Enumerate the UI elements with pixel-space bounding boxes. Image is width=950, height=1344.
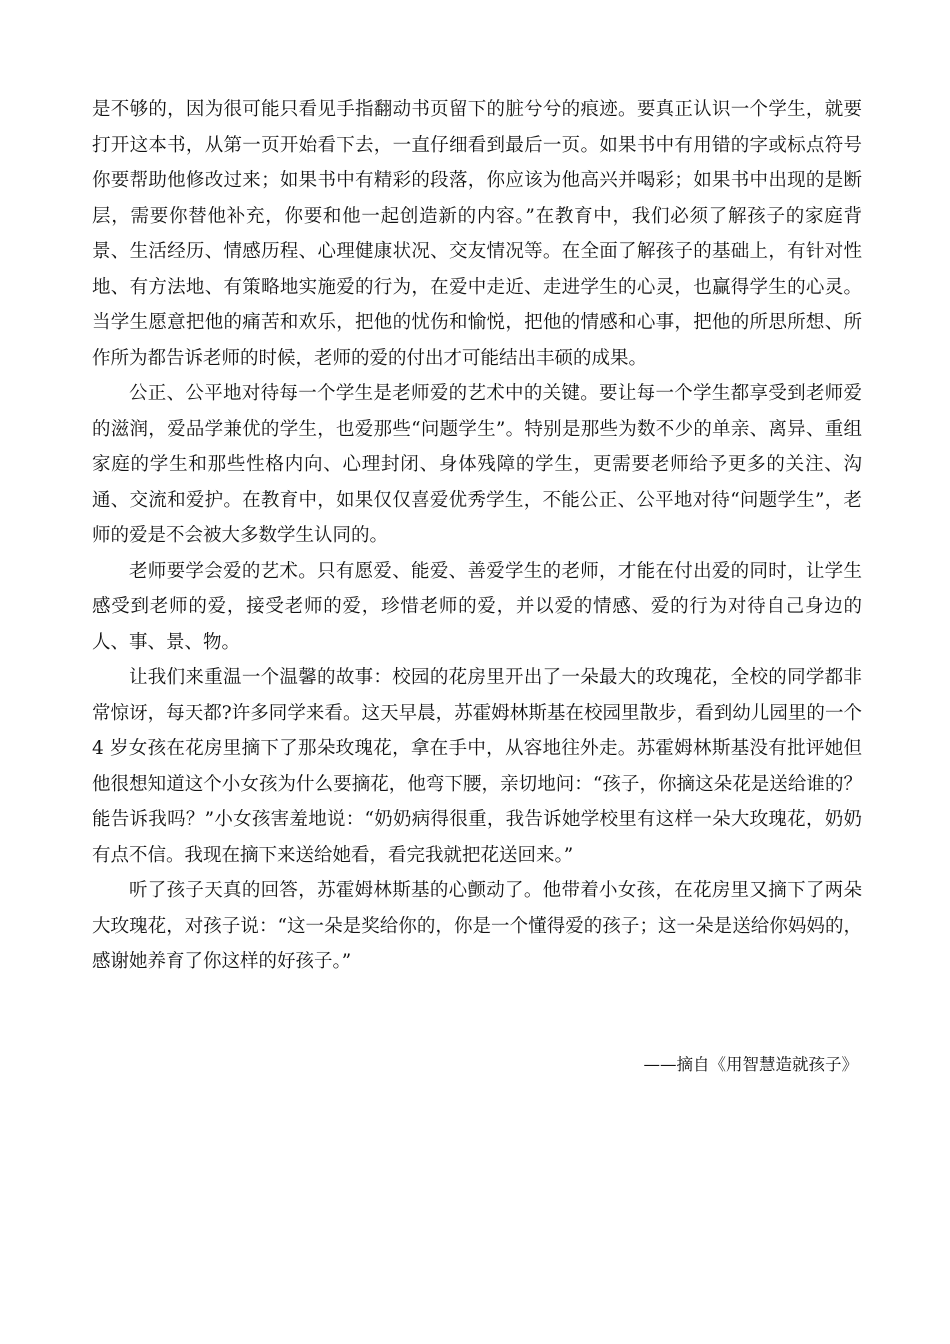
paragraph-story: 让我们来重温一个温馨的故事：校园的花房里开出了一朵最大的玫瑰花，全校的同学都非常惊讶，每天都?许多同学来看。这天早晨，苏霍姆林斯基在校园里散步，看到幼儿园里的一个 4 岁女孩在花房里摘下了那朵玫瑰花，拿在手中，从容地往外走。苏霍姆林斯基没有批评她但他很想知道这个小女孩为什么要摘花，他弯下腰，亲切地问：“孩子，你摘这朵花是送给谁的？能告诉我吗？”小女孩害羞地说：“奶奶病得很重，我告诉她学校里有这样一朵大玫瑰花，奶奶有点不信。我现在摘下来送给她看，看完我就把花送回来。” [92, 667, 862, 866]
source-attribution: ——摘自《用智慧造就孩子》 [643, 1055, 858, 1074]
document-body [92, 92, 862, 980]
paragraph-continued: 是不够的，因为很可能只看见手指翻动书页留下的脏兮兮的痕迹。要真正认识一个学生，就要打开这本书，从第一页开始看下去，一直仔细看到最后一页。如果书中有用错的字或标点符号你要帮助他修改过来；如果书中有精彩的段落，你应该为他高兴并喝彩；如果书中出现的是断层，需要你替他补充，你要和他一起创造新的内容。”在教育中，我们必须了解孩子的家庭背景、生活经历、情感历程、心理健康状况、交友情况等。在全面了解孩子的基础上，有针对性地、有方法地、有策略地实施爱的行为，在爱中走近、走进学生的心灵，也赢得学生的心灵。当学生愿意把他的痛苦和欢乐，把他的忧伤和愉悦，把他的情感和心事，把他的所思所想、所作所为都告诉老师的时候，老师的爱的付出才可能结出丰硕的成果。 [92, 99, 862, 369]
paragraph-fairness: 公正、公平地对待每一个学生是老师爱的艺术中的关键。要让每一个学生都享受到老师爱的滋润，爱品学兼优的学生，也爱那些“问题学生”。特别是那些为数不少的单亲、离异、重组家庭的学生和那些性格内向、心理封闭、身体残障的学生，更需要老师给予更多的关注、沟通、交流和爱护。在教育中，如果仅仅喜爱优秀学生，不能公正、公平地对待“问题学生”，老师的爱是不会被大多数学生认同的。 [92, 383, 862, 546]
paragraph-story-ending: 听了孩子天真的回答，苏霍姆林斯基的心颤动了。他带着小女孩，在花房里又摘下了两朵大玫瑰花，对孩子说：“这一朵是奖给你的，你是一个懂得爱的孩子；这一朵是送给你妈妈的，感谢她养育了你这样的好孩子。” [92, 880, 862, 972]
paragraph-art-of-love: 老师要学会爱的艺术。只有愿爱、能爱、善爱学生的老师，才能在付出爱的同时，让学生感受到老师的爱，接受老师的爱，珍惜老师的爱，并以爱的情感、爱的行为对待自己身边的人、事、景、物。 [92, 560, 862, 653]
